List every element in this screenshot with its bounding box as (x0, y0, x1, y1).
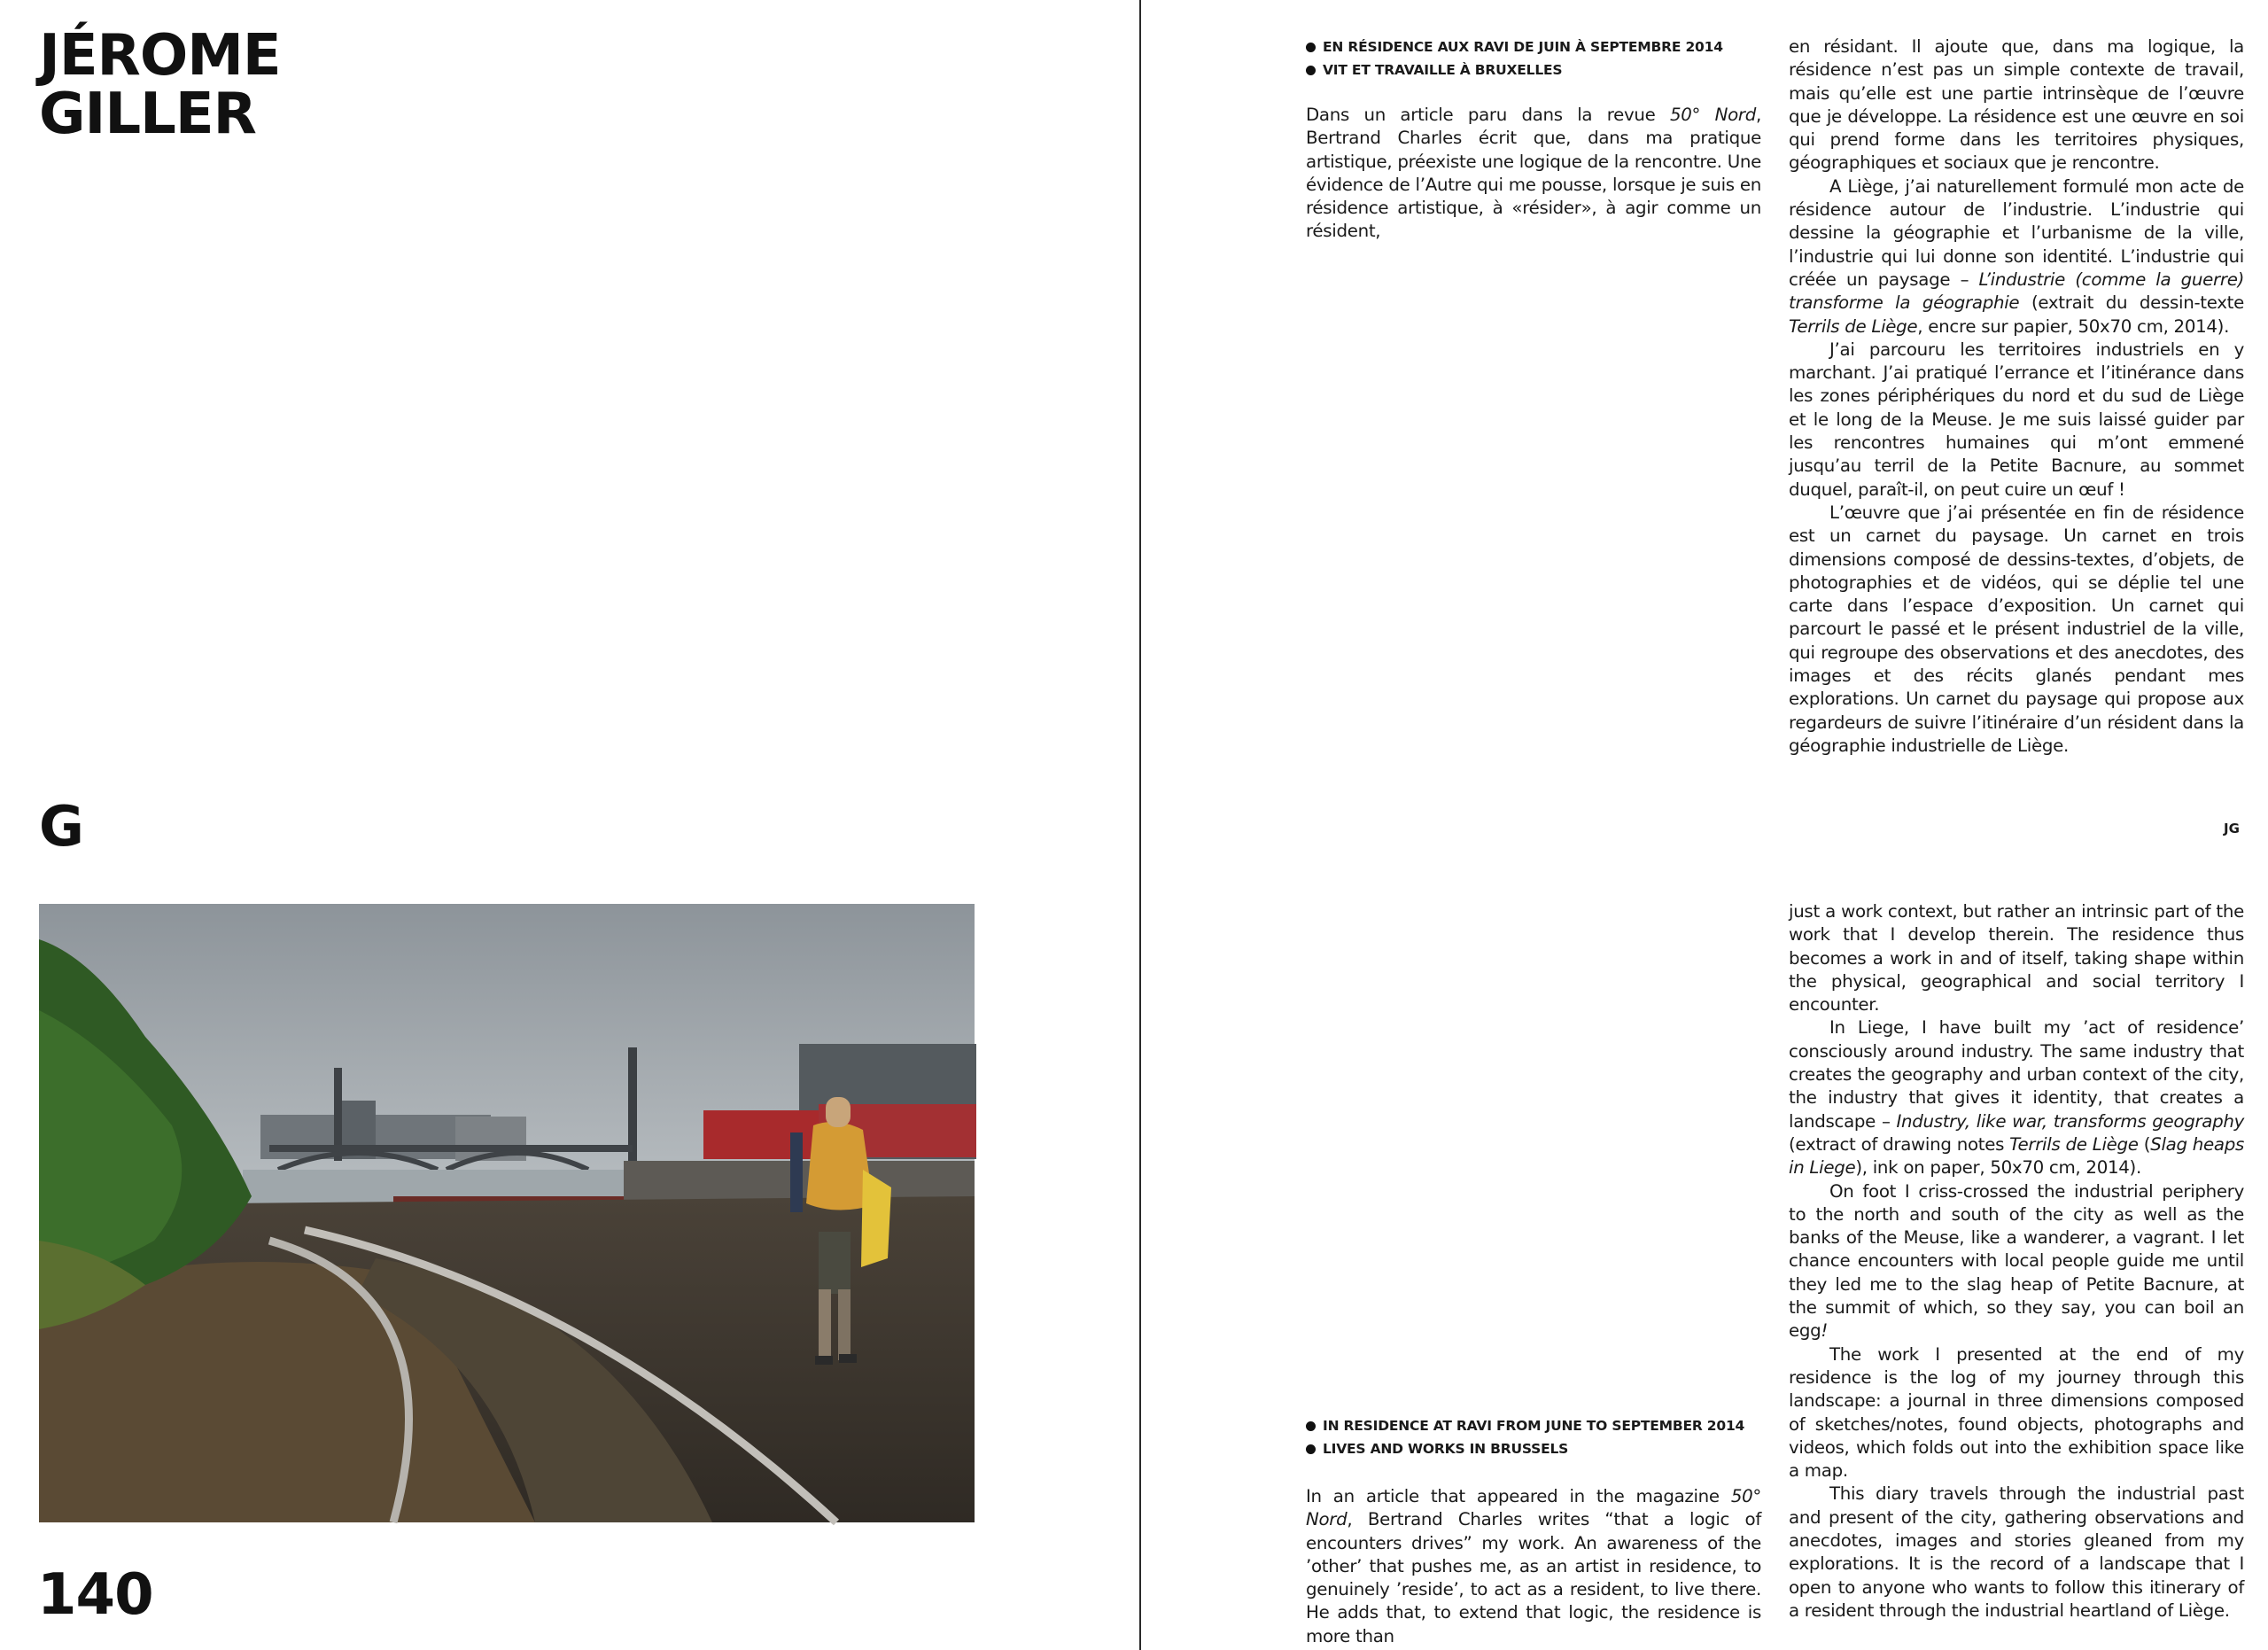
english-column-left (1306, 1485, 1761, 1646)
fr-paragraph-1: Dans un article paru dans la revue 50° Nord, Bertrand Charles écrit que, dans ma pratique artistique, préexiste une logique de la rencontre. Une évidence de l’Autre qui me pousse, lorsque je suis en résidence artistique, à «résider», à agir comme un résident, (1306, 105, 1761, 242)
en-paragraph-3: On foot I criss-crossed the industrial periphery to the north and south of the city as well as the banks of the Meuse, like a wanderer, a vagrant. I let chance encounters with local people guide me until they led me to the slag heap of Petite Bacnure, at the summit of which, so they say, you can boil an egg! (1789, 1180, 2244, 1342)
en-paragraph-1: In an article that appeared in the magazine 50° Nord, Bertrand Charles writes “that a logic of encounters drives” my work. An awareness of the ’other’ that pushes me, as an artist in residence, to genuinely ’reside’, to act as a resident, to live there. He adds that, to extend that logic, the residence is more than (1306, 1486, 1761, 1646)
artwork-photo (39, 904, 975, 1522)
fr-paragraph-4: L’œuvre que j’ai présentée en fin de résidence est un carnet du paysage. Un carnet en trois dimensions composé de dessins-textes, d’objets, de photographies et de vidéos, qui se déplie tel une carte dans l’espace d’exposition. Un carnet qui parcourt le passé et le présent industriel de la ville, qui regroupe des observations et des anecdotes, des images et des récits glanés pendant mes explorations. Un carnet du paysage qui propose aux regardeurs de suivre l’itinéraire d’un résident dans la géographie industrielle de Liège. (1789, 502, 2244, 756)
en-paragraph-2: In Liege, I have built my ’act of residence’ consciously around industry. The same industry that creates the geography and urban context of the city, the industry that gives it identity, that creates a landscape – Industry, like war, transforms geography (extract of drawing notes Terrils de Liège (Slag heaps in Liege), ink on paper, 50x70 cm, 2014). (1789, 1017, 2244, 1179)
meta-fr-location: VIT ET TRAVAILLE À BRUXELLES (1306, 58, 1767, 82)
meta-en-location: LIVES AND WORKS IN BRUSSELS (1306, 1437, 1767, 1460)
meta-english (1306, 1414, 1767, 1460)
french-column-right (1789, 35, 2244, 762)
title-first-name: JÉROME (39, 23, 281, 89)
fr-paragraph-1-cont: en résidant. Il ajoute que, dans ma logique, la résidence n’est pas un simple contexte de travail, mais qu’elle est une partie intrinsèque de l’œuvre que je développe. La résidence est une œuvre en soi qui prend forme dans les territoires physiques, géographiques et sociaux que je rencontre. (1789, 36, 2244, 174)
meta-en-residence: IN RESIDENCE AT RAVI FROM JUNE TO SEPTEMBER 2014 (1306, 1414, 1767, 1437)
fr-paragraph-2: A Liège, j’ai naturellement formulé mon acte de résidence autour de l’industrie. L’industrie qui dessine la géographie et l’urbanisme de la ville, l’industrie qui lui donne son identité. L’industrie qui créée un paysage – L’industrie (comme la guerre) transforme la géographie (extrait du dessin-texte Terrils de Liège, encre sur papier, 50x70 cm, 2014). (1789, 175, 2245, 337)
en-paragraph-4: The work I presented at the end of my residence is the log of my journey through this landscape: a journal in three dimensions composed of sketches/notes, found objects, photographs and videos, which folds out into the exhibition space like a map. (1789, 1343, 2244, 1482)
en-paragraph-5: This diary travels through the industrial past and present of the city, gathering observations and anecdotes, images and stories gleaned from my explorations. It is the record of a landscape that I open to anyone who wants to follow this itinerary of a resident through the industrial heartland of Liège. (1789, 1483, 2244, 1621)
meta-fr-residence: EN RÉSIDENCE AUX RAVI DE JUIN À SEPTEMBRE 2014 (1306, 35, 1767, 58)
french-column-left (1306, 104, 1761, 242)
photo-illustration (39, 904, 975, 1522)
english-column-right (1789, 900, 2244, 1627)
meta-french (1306, 35, 1767, 82)
author-initials: JG (2224, 821, 2240, 837)
section-letter: G (39, 794, 84, 859)
page-gutter (1139, 0, 1141, 1650)
en-paragraph-1-cont: just a work context, but rather an intrinsic part of the work that I develop therein. The residence thus becomes a work in and of itself, taking shape within the physical, geographical and social territory I encounter. (1789, 901, 2244, 1016)
title-last-name: GILLER (39, 82, 256, 147)
artist-name-title (39, 23, 281, 147)
fr-paragraph-3: J’ai parcouru les territoires industriels en y marchant. J’ai pratiqué l’errance et l’itinérance dans les zones périphériques du nord et du sud de Liège et le long de la Meuse. Je me suis laissé guider par les rencontres humaines qui m’ont emmené jusqu’au terril de la Petite Bacnure, au sommet duquel, paraît-il, on peut cuire un œuf ! (1789, 339, 2244, 500)
page-number: 140 (37, 1562, 153, 1628)
